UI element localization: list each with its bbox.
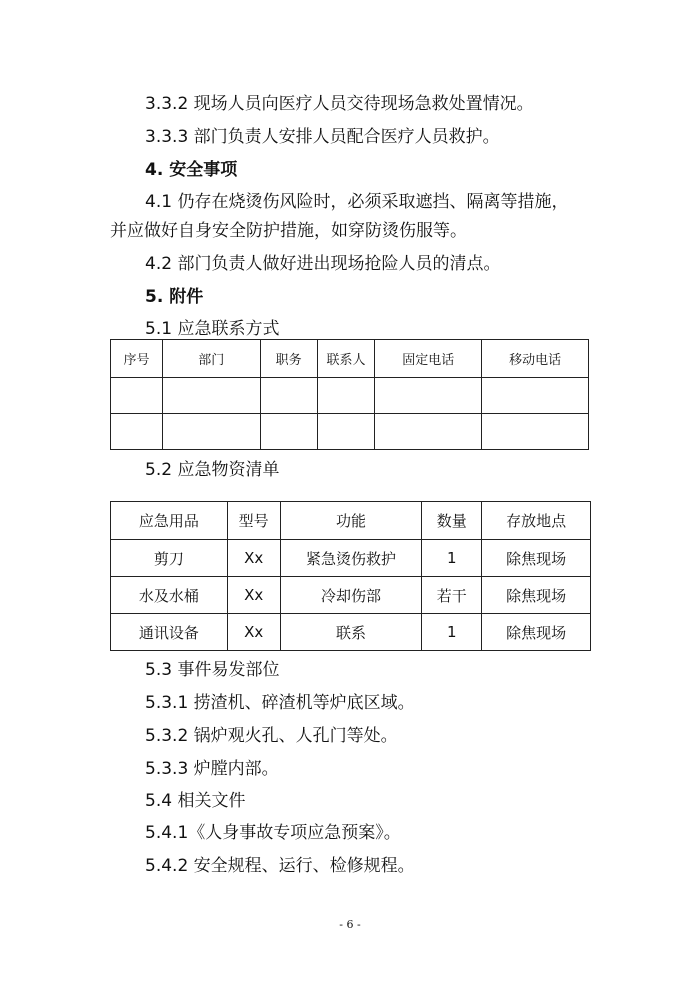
paragraph-4-1-continued: 并应做好自身安全防护措施，如穿防烫伤服等。: [110, 221, 467, 241]
table-cell: [317, 378, 375, 414]
table-cell: [375, 414, 482, 450]
table-cell: Xx: [227, 614, 280, 651]
table-cell: [375, 378, 482, 414]
table-row: [111, 577, 591, 614]
table-cell: 除焦现场: [482, 577, 591, 614]
header-cell: 联系人: [317, 340, 375, 378]
header-cell: 序号: [111, 340, 163, 378]
table-cell: 除焦现场: [482, 540, 591, 577]
header-cell: 固定电话: [375, 340, 482, 378]
paragraph-5-1: 5.1 应急联系方式: [145, 319, 280, 339]
paragraph-5-3: 5.3 事件易发部位: [145, 660, 280, 680]
header-cell: 型号: [227, 502, 280, 540]
contact-table: [110, 339, 589, 450]
paragraph-5-3-3: 5.3.3 炉膛内部。: [145, 759, 279, 779]
table-cell: [317, 414, 375, 450]
supplies-table: [110, 501, 591, 651]
table-cell: [162, 414, 260, 450]
table-row: [111, 614, 591, 651]
table-cell: [162, 378, 260, 414]
header-cell: 部门: [162, 340, 260, 378]
table-cell: [260, 414, 317, 450]
paragraph-4-1: 4.1 仍存在烧烫伤风险时，必须采取遮挡、隔离等措施，: [145, 192, 569, 212]
paragraph-3-3-2: 3.3.2 现场人员向医疗人员交待现场急救处置情况。: [145, 94, 534, 114]
table-cell: 水及水桶: [111, 577, 228, 614]
paragraph-5-2: 5.2 应急物资清单: [145, 460, 280, 480]
table-cell: 联系: [280, 614, 422, 651]
header-cell: 功能: [280, 502, 422, 540]
header-cell: 职务: [260, 340, 317, 378]
heading-4: 4. 安全事项: [145, 160, 238, 180]
table-row: [111, 378, 589, 414]
table-cell: 1: [422, 540, 482, 577]
table-cell: 紧急烫伤救护: [280, 540, 422, 577]
contact-table-header-row: [111, 340, 589, 378]
table-row: [111, 414, 589, 450]
table-cell: Xx: [227, 540, 280, 577]
paragraph-4-2: 4.2 部门负责人做好进出现场抢险人员的清点。: [145, 254, 501, 274]
header-cell: 数量: [422, 502, 482, 540]
paragraph-5-3-1: 5.3.1 捞渣机、碎渣机等炉底区域。: [145, 693, 415, 713]
header-cell: 移动电话: [482, 340, 589, 378]
table-cell: [482, 414, 589, 450]
paragraph-5-3-2: 5.3.2 锅炉观火孔、人孔门等处。: [145, 726, 398, 746]
table-cell: 除焦现场: [482, 614, 591, 651]
paragraph-5-4: 5.4 相关文件: [145, 791, 246, 811]
table-cell: 冷却伤部: [280, 577, 422, 614]
page-number: - 6 -: [339, 918, 361, 931]
table-cell: Xx: [227, 577, 280, 614]
table-cell: [111, 378, 163, 414]
table-cell: 1: [422, 614, 482, 651]
heading-5: 5. 附件: [145, 287, 204, 307]
table-cell: 剪刀: [111, 540, 228, 577]
header-cell: 应急用品: [111, 502, 228, 540]
table-row: [111, 540, 591, 577]
table-cell: 通讯设备: [111, 614, 228, 651]
paragraph-5-4-2: 5.4.2 安全规程、运行、检修规程。: [145, 856, 415, 876]
paragraph-5-4-1: 5.4.1《人身事故专项应急预案》。: [145, 823, 401, 843]
header-cell: 存放地点: [482, 502, 591, 540]
table-cell: [260, 378, 317, 414]
paragraph-3-3-3: 3.3.3 部门负责人安排人员配合医疗人员救护。: [145, 127, 500, 147]
supplies-table-header-row: [111, 502, 591, 540]
table-cell: [111, 414, 163, 450]
table-cell: 若干: [422, 577, 482, 614]
table-cell: [482, 378, 589, 414]
